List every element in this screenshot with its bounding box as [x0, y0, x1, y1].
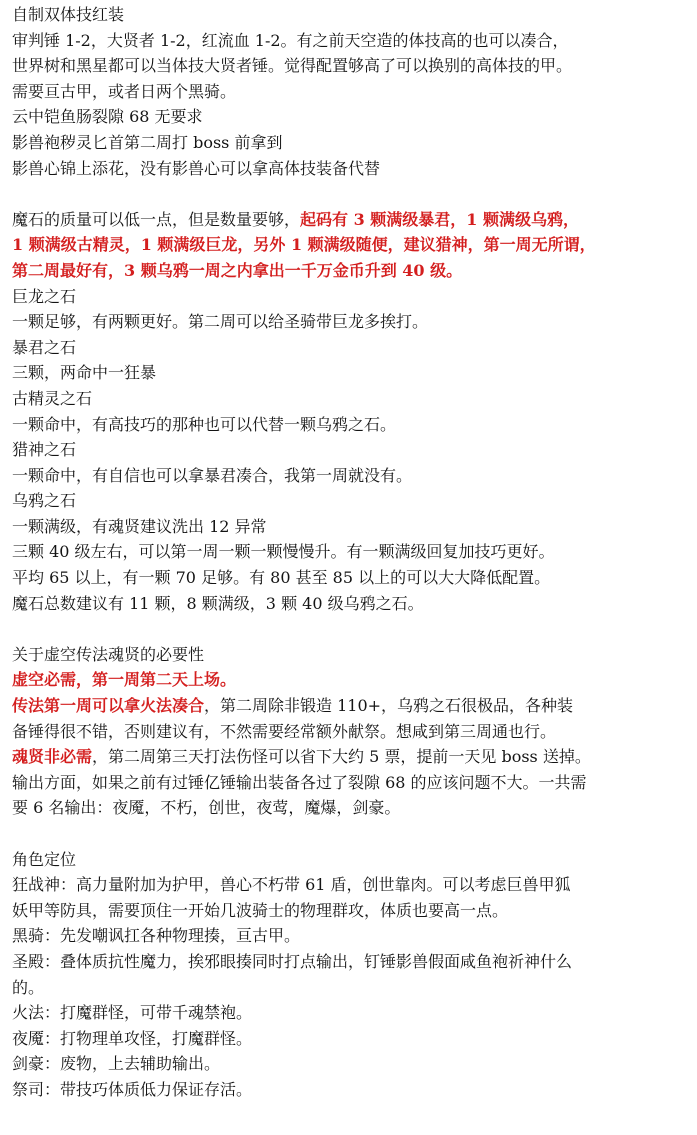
body-text: 需要亘古甲，或者日两个黑骑。	[12, 81, 237, 101]
text-line	[12, 360, 697, 386]
body-text: 备锤得很不错，否则建议有，不然需要经常额外献祭。想咸到第三周通也行。	[12, 721, 557, 741]
text-line	[12, 156, 697, 182]
body-text: ，第二周第三天打法伤怪可以省下大约 5 票，提前一天见 boss 送掉。	[92, 747, 591, 767]
body-text: 圣殿：叠体质抗性魔力，挨邪眼揍同时打点输出，钉锤影兽假面咸鱼袍祈神什么	[12, 951, 573, 971]
text-line	[12, 795, 697, 821]
text-line	[12, 898, 697, 924]
text-line	[12, 1026, 697, 1052]
blank-line	[12, 616, 697, 642]
text-line	[12, 463, 697, 489]
text-line	[12, 386, 697, 412]
text-line	[12, 207, 697, 233]
body-text: 一颗命中，有高技巧的那种也可以代替一颗乌鸦之石。	[12, 414, 397, 434]
body-text: 狂战神：高力量附加为护甲，兽心不朽带 61 盾，创世靠肉。可以考虑巨兽甲狐	[12, 875, 571, 895]
text-line	[12, 565, 697, 591]
body-text: 审判锤 1-2，大贤者 1-2，红流血 1-2。有之前天空造的体技高的也可以凑合，	[12, 30, 569, 50]
text-line	[12, 1000, 697, 1026]
body-text: 魔石的质量可以低一点，但是数量要够，	[12, 209, 301, 229]
body-text: 一颗足够，有两颗更好。第二周可以给圣骑带巨龙多挨打。	[12, 312, 429, 332]
body-text: 巨龙之石	[12, 286, 77, 306]
body-text: 猎神之石	[12, 440, 77, 460]
text-line	[12, 130, 697, 156]
text-line	[12, 514, 697, 540]
text-line	[12, 28, 697, 54]
text-line	[12, 642, 697, 668]
body-text: 一颗满级，有魂贤建议洗出 12 异常	[12, 516, 267, 536]
text-line	[12, 744, 697, 770]
body-text: 影兽心锦上添花，没有影兽心可以拿高体技装备代替	[12, 158, 381, 178]
text-line	[12, 232, 697, 258]
text-line	[12, 437, 697, 463]
text-line	[12, 335, 697, 361]
blank-line	[12, 181, 697, 207]
body-text: 一颗命中，有自信也可以拿暴君凑合，我第一周就没有。	[12, 465, 413, 485]
text-line	[12, 539, 697, 565]
body-text: 剑豪：废物，上去辅助输出。	[12, 1054, 221, 1074]
body-text: 妖甲等防具，需要顶住一开始几波骑士的物理群攻，体质也要高一点。	[12, 900, 509, 920]
text-line	[12, 79, 697, 105]
body-text: 关于虚空传法魂贤的必要性	[12, 644, 205, 664]
text-line	[12, 284, 697, 310]
body-text: 三颗 40 级左右，可以第一周一颗一颗慢慢升。有一颗满级回复加技巧更好。	[12, 542, 555, 562]
text-line	[12, 104, 697, 130]
body-text: 角色定位	[12, 849, 77, 869]
text-line	[12, 488, 697, 514]
text-line	[12, 309, 697, 335]
text-line	[12, 949, 697, 975]
highlight-text: 传法第一周可以拿火法凑合	[12, 696, 205, 716]
body-text: 输出方面，如果之前有过锤亿锤输出装备各过了裂隙 68 的应该问题不大。一共需	[12, 772, 587, 792]
document-body	[12, 2, 697, 1103]
body-text: 黑骑：先发嘲讽扛各种物理揍，亘古甲。	[12, 926, 301, 946]
body-text: 火法：打魔群怪，可带千魂禁袍。	[12, 1003, 253, 1023]
body-text: ，第二周除非锻造 110+，乌鸦之石很极品，各种装	[204, 696, 574, 716]
text-line	[12, 923, 697, 949]
text-line	[12, 2, 697, 28]
highlight-text: 魂贤非必需	[12, 747, 93, 767]
body-text: 影兽袍秽灵匕首第二周打 boss 前拿到	[12, 132, 283, 152]
text-line	[12, 258, 697, 284]
highlight-text: 1 颗满级古精灵，1 颗满级巨龙，另外 1 颗满级随便，建议猎神，第一周无所谓，	[12, 235, 596, 255]
body-text: 祭司：带技巧体质低力保证存活。	[12, 1079, 253, 1099]
text-line	[12, 872, 697, 898]
body-text: 暴君之石	[12, 337, 77, 357]
text-line	[12, 693, 697, 719]
text-line	[12, 975, 697, 1001]
text-line	[12, 412, 697, 438]
highlight-text: 起码有 3 颗满级暴君，1 颗满级乌鸦，	[300, 209, 579, 229]
body-text: 的。	[12, 977, 45, 997]
body-text: 世界树和黑星都可以当体技大贤者锤。觉得配置够高了可以换别的高体技的甲。	[12, 56, 573, 76]
body-text: 云中铠鱼肠裂隙 68 无要求	[12, 107, 203, 127]
text-line	[12, 667, 697, 693]
highlight-text: 虚空必需，第一周第二天上场。	[12, 670, 237, 690]
text-line	[12, 53, 697, 79]
body-text: 魔石总数建议有 11 颗，8 颗满级，3 颗 40 级乌鸦之石。	[12, 593, 424, 613]
text-line	[12, 770, 697, 796]
highlight-text: 第二周最好有，3 颗乌鸦一周之内拿出一千万金币升到 40 级。	[12, 260, 463, 280]
text-line	[12, 1077, 697, 1103]
body-text: 平均 65 以上，有一颗 70 足够。有 80 甚至 85 以上的可以大大降低配置。	[12, 568, 551, 588]
body-text: 三颗，两命中一狂暴	[12, 363, 157, 383]
body-text: 乌鸦之石	[12, 491, 77, 511]
body-text: 自制双体技红装	[12, 5, 125, 24]
text-line	[12, 1051, 697, 1077]
body-text: 要 6 名输出：夜魇，不朽，创世，夜莺，魔爆，剑豪。	[12, 798, 401, 818]
text-line	[12, 591, 697, 617]
blank-line	[12, 821, 697, 847]
text-line	[12, 847, 697, 873]
text-line	[12, 719, 697, 745]
body-text: 古精灵之石	[12, 388, 93, 408]
body-text: 夜魇：打物理单攻怪，打魔群怪。	[12, 1028, 253, 1048]
